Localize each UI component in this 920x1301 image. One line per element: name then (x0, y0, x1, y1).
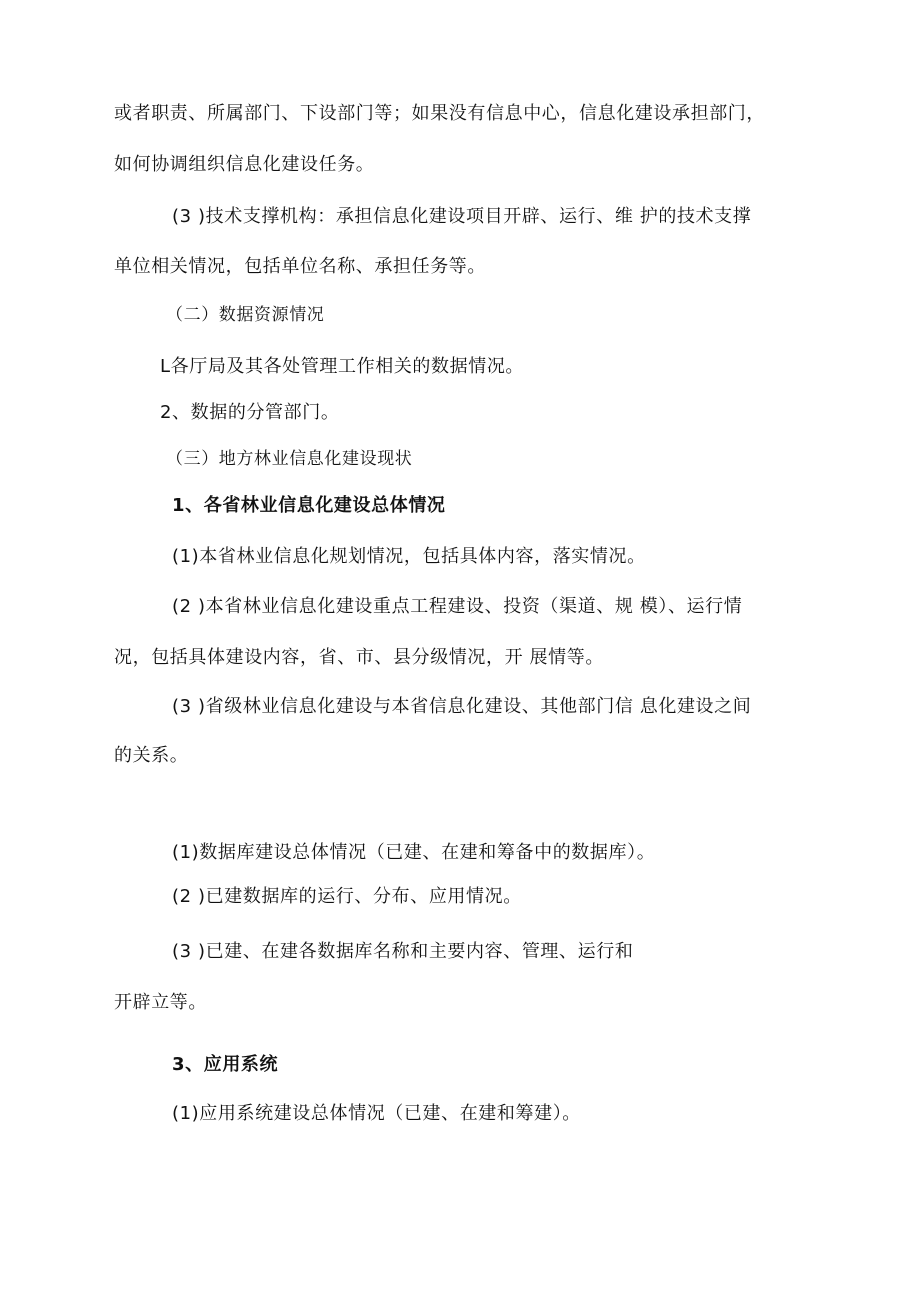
paragraph-line: (3 )省级林业信息化建设与本省信息化建设、其他部门信 息化建设之间 (172, 696, 752, 717)
subsection-heading: 3、应用系统 (172, 1054, 279, 1075)
section-heading: （三）地方林业信息化建设现状 (166, 449, 413, 469)
paragraph-line: (3 )已建、在建各数据库名称和主要内容、管理、运行和 (172, 941, 634, 962)
subsection-heading: 1、各省林业信息化建设总体情况 (172, 495, 446, 516)
paragraph-line: 或者职责、所属部门、下设部门等；如果没有信息中心，信息化建设承担部门， (114, 103, 765, 124)
paragraph-line: 开辟立等。 (114, 992, 207, 1013)
paragraph-line: (2 )本省林业信息化建设重点工程建设、投资（渠道、规 模）、运行情 (172, 596, 743, 617)
section-heading: （二）数据资源情况 (166, 305, 325, 325)
paragraph-line: (3 )技术支撑机构：承担信息化建设项目开辟、运行、维 护的技术支撑 (172, 206, 752, 227)
list-item: L各厅局及其各处管理工作相关的数据情况。 (160, 356, 525, 377)
paragraph-line: (1)应用系统建设总体情况（已建、在建和筹建）。 (172, 1103, 581, 1124)
list-item: 2、数据的分管部门。 (160, 402, 340, 423)
paragraph-line: 如何协调组织信息化建设任务。 (114, 154, 375, 175)
paragraph-line: (2 )已建数据库的运行、分布、应用情况。 (172, 886, 522, 907)
paragraph-line: (1)本省林业信息化规划情况，包括具体内容，落实情况。 (172, 546, 646, 567)
paragraph-line: 单位相关情况，包括单位名称、承担任务等。 (114, 256, 486, 277)
paragraph-line: 的关系。 (114, 745, 189, 766)
paragraph-line: 况，包括具体建设内容，省、市、县分级情况，开 展情等。 (114, 647, 604, 668)
paragraph-line: (1)数据库建设总体情况（已建、在建和筹备中的数据库）。 (172, 842, 656, 863)
